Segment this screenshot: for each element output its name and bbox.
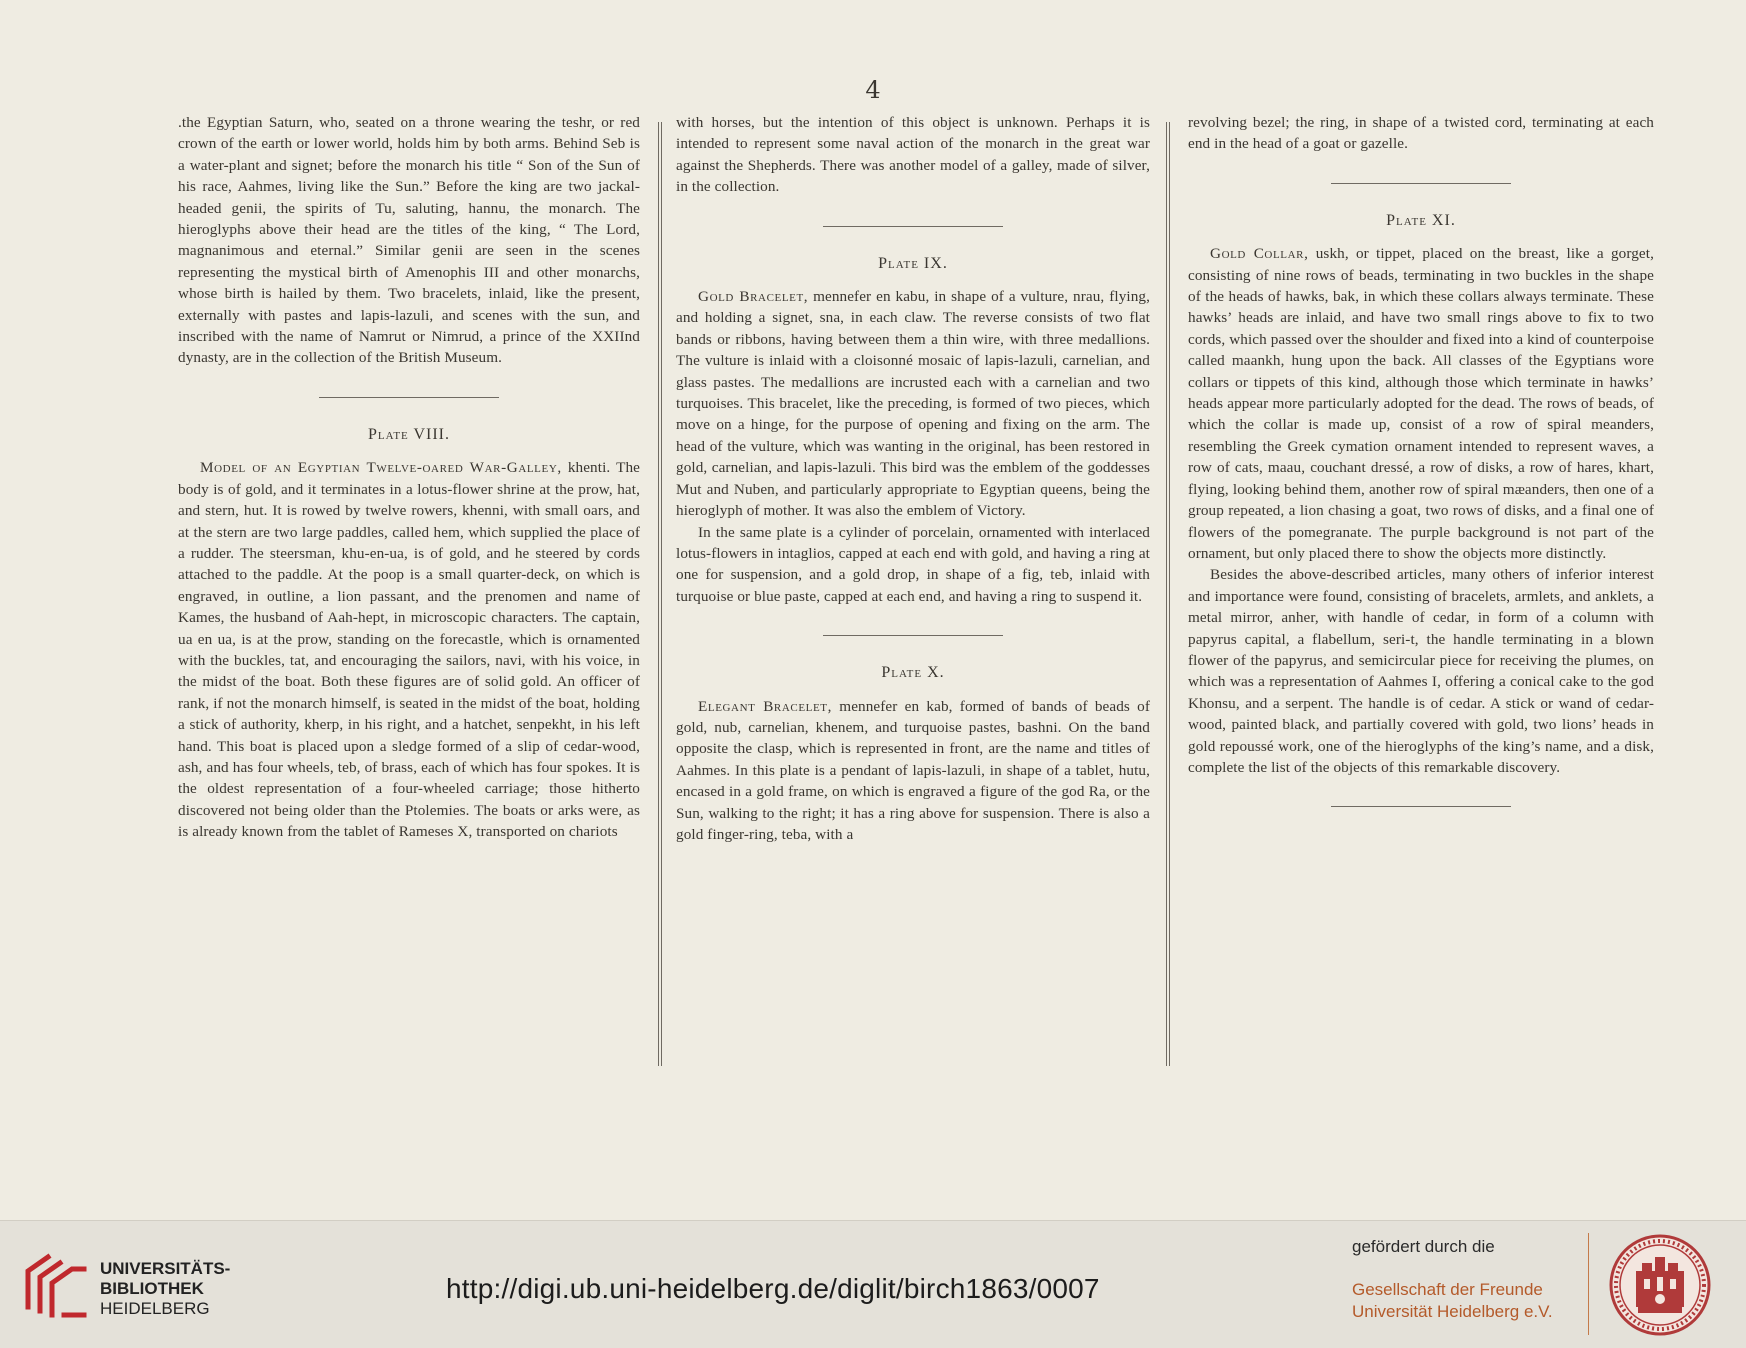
plate-viii-text: Model of an Egyptian Twelve-oared War-Galley, khenti. The body is of gold, and it terminates in a lotus-flower shrine at the prow, hat, and stern, hut. It is rowed by twelve rowers, khenni, with small oars, and at the stern are two large paddles, called hem, which supplied the place of a rudder. The steersman, khu-en-ua, is of gold, and he steered by cords attached to the paddle. At the poop is a small quarter-deck, on which is engraved, in outline, a lion passant, and the prenomen and name of Kames, the husband of Aah-hept, in microscopic characters. The captain, ua en ua, is at the prow, standing on the forecastle, which is ornamented with the buckles, tat, and encouraging the sailors, navi, with his voice, in the midst of the boat. Both these figures are of solid gold. An officer of rank, if not the monarch himself, is seated in the midst of the boat, holding a stick of authority, kherp, in his right, and a hatchet, senpekht, in his left hand. This boat is placed upon a sledge formed of a slip of cedar-wood, ash, and has four wheels, teb, of brass, each of which has four spokes. It is the oldest representation of a four-wheeled carriage; those hitherto discovered not being older than the Ptolemies. The boats or arks were, as is already known from the tablet of Rameses X, transported on chariots [178, 459, 640, 841]
section-separator [1331, 806, 1511, 807]
library-name: UNIVERSITÄTS- BIBLIOTHEK HEIDELBERG [100, 1259, 231, 1318]
footer-divider [1588, 1233, 1589, 1335]
column3-intro: revolving bezel; the ring, in shape of a twisted cord, terminating at each end in the head of a goat or gazelle. [1188, 114, 1654, 153]
footer-bar [0, 1220, 1746, 1348]
column2-intro: with horses, but the intention of this object is unknown. Perhaps it is intended to represent some naval action of the monarch in the great war against the Shepherds. There was another model of a galley, made of silver, in the collection. [676, 114, 1150, 196]
column-divider-2 [1166, 122, 1170, 1066]
closing-paragraph: Besides the above-described articles, many others of inferior interest and importance were found, consisting of bracelets, armlets, and anklets, a metal mirror, anher, with handle of cedar, in form of a column with papyrus capital, a flabellum, seri-t, the handle terminating in a blown flower of the papyrus, and semicircular piece for receiving the plumes, on which was a representation of Aahmes I, offering a conical cake to the god Khonsu, and a serpent. The handle is of cedar. A stick or wand of cedar-wood, painted black, and partially covered with gold, two lions’ heads in gold repoussé work, one of the hieroglyphs of the king’s name, and a disk, complete the list of the objects of this remarkable discovery. [1188, 566, 1654, 776]
column1-intro: .the Egyptian Saturn, who, seated on a throne wearing the teshr, or red crown of the earth or lower world, holds him by both arms. Behind Seb is a water-plant and signet; before the monarch his title “ Son of the Sun of his race, Aahmes, living like the Sun.” Before the king are two jackal-headed genii, the spirits of Tu, saluting, hannu, the monarch. The hieroglyphs above their head are the titles of the king, “ The Lord, magnanimous and eternal.” Similar genii are seen in the scenes representing the mystical birth of Amenophis III and other monarchs, whose birth is hailed by them. Two bracelets, inlaid, like the present, externally with pastes and lapis-lazuli, and scenes with the sun, and inscribed with the name of Namrut or Nimrud, a prince of the XXIInd dynasty, are in the collection of the British Museum. [178, 114, 640, 367]
sponsor-block [1352, 1237, 1582, 1323]
text-column-1 [178, 112, 640, 843]
plate-heading-ix: Plate IX. [878, 254, 948, 272]
plate-heading-x: Plate X. [881, 664, 945, 682]
text-column-2 [676, 112, 1150, 845]
page-number: 4 [865, 76, 881, 104]
section-separator [823, 226, 1003, 227]
plate-x-title: Elegant Bracelet, [698, 697, 833, 715]
text-column-3 [1188, 112, 1654, 833]
sponsor-lead: gefördert durch die [1352, 1237, 1495, 1256]
university-seal-icon [1608, 1233, 1712, 1337]
sponsor-org-line-1: Gesellschaft der Freunde [1352, 1280, 1543, 1299]
plate-xi-title: Gold Collar, [1210, 245, 1309, 263]
digital-library-url[interactable]: http://digi.ub.uni-heidelberg.de/diglit/birch1863/0007 [446, 1273, 1100, 1304]
plate-heading-xi: Plate XI. [1386, 211, 1456, 229]
plate-viii-title: Model of an Egyptian Twelve-oared War-Galley, [200, 459, 562, 477]
section-separator [823, 635, 1003, 636]
sponsor-org-line-2: Universität Heidelberg e.V. [1352, 1302, 1553, 1321]
plate-heading-viii: Plate VIII. [367, 425, 451, 443]
column-divider-1 [658, 122, 662, 1066]
plate-x-text: Elegant Bracelet, mennefer en kab, formed of bands of beads of gold, nub, carnelian, khenem, and turquoise pastes, bashni. On the band opposite the clasp, which is represented in front, are the name and titles of Aahmes. In this plate is a pendant of lapis-lazuli, in shape of a tablet, hutu, encased in a gold frame, on which is engraved a figure of the god Ra, or the Sun, walking to the right; it has a ring above for suspension. There is also a gold finger-ring, teba, with a [676, 697, 1151, 843]
plate-ix-text: Gold Bracelet, mennefer en kabu, in shape of a vulture, nrau, flying, and holding a signet, sna, in each claw. The reverse consists of two flat bands or ribbons, having between them a thin wire, with three medallions. The vulture is inlaid with a cloisonné mosaic of lapis-lazuli, carnelian, and glass pastes. The medallions are incrusted each with a carnelian and two turquoises. This bracelet, like the preceding, is formed of two pieces, which move on a hinge, for the purpose of opening and fixing on the arm. The head of the vulture, which was wanting in the original, has been restored in gold, carnelian, and lapis-lazuli. This bird was the emblem of the goddesses Mut and Nuben, and particularly appropriate to Egyptian queens, being the hieroglyph of mother. It was also the emblem of Victory. [676, 288, 1150, 520]
ub-heidelberg-logo-icon[interactable] [20, 1249, 92, 1321]
section-separator [319, 397, 499, 398]
plate-ix-text-2: In the same plate is a cylinder of porcelain, ornamented with interlaced lotus-flowers in intaglios, capped at each end with gold, and having a ring at one for suspension, and a gold drop, in shape of a fig, teb, inlaid with turquoise or blue paste, capped at each end, and having a ring to suspend it. [676, 523, 1150, 605]
section-separator [1331, 183, 1511, 184]
plate-ix-title: Gold Bracelet, [698, 288, 809, 306]
plate-xi-text: Gold Collar, uskh, or tippet, placed on the breast, like a gorget, consisting of nine rows of beads, terminating in two buckles in the shape of the heads of hawks, bak, in which these collars always terminate. These hawks’ heads are inlaid, and have two small rings above to fix to two cords, which passed over the shoulder and fixed into a kind of counterpoise called maankh, hung upon the back. All classes of the Egyptians wore collars or tippets of this kind, although those which terminate in hawks’ heads appear more particularly adopted for the dead. The rows of beads, of which the collar is made up, consist of a row of spiral meanders, resembling the Greek cymation ornament intended to represent waves, a row of cats, maau, couchant dressé, a row of disks, a row of hares, khart, flying, looking behind them, another row of spiral mæanders, then one of a group repeated, a lion chasing a goat, two rows of disks, and a final one of flowers of the pomegranate. The purple background is not part of the ornament, but only placed there to show the objects more distinctly. [1188, 245, 1654, 562]
